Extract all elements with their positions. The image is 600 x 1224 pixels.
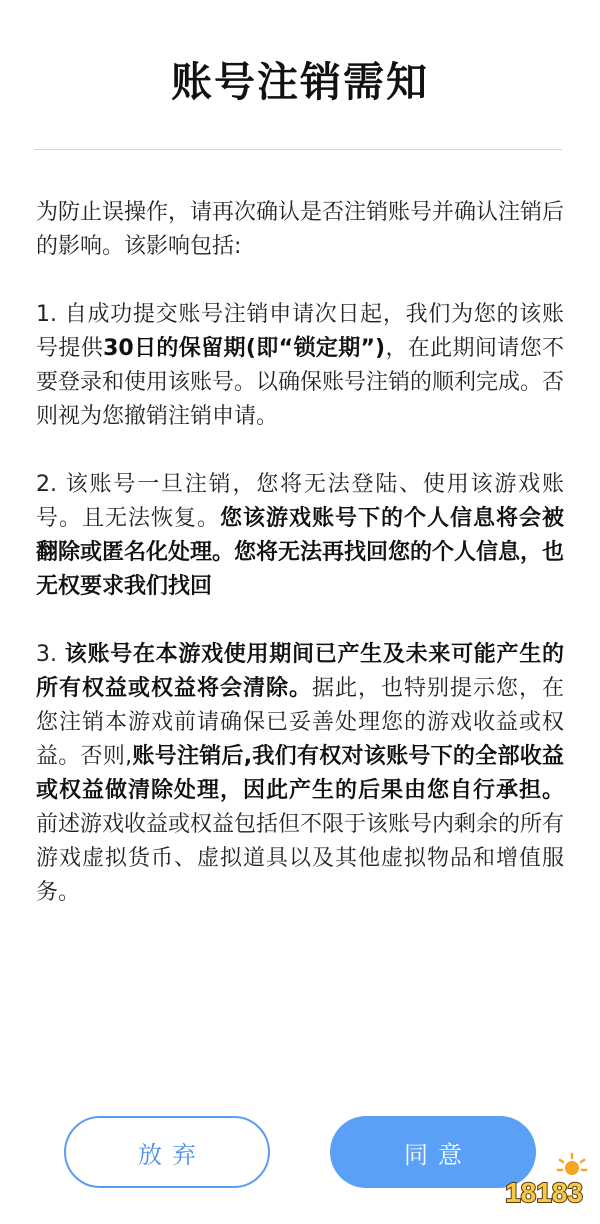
item1-bold-text: 30日的保留期(即“锁定期”) — [103, 336, 386, 361]
item2-bold-text: 您该游戏账号下的个人信息将会被翻除或匿名化处理。您将无法再找回您的个人信息，也无权要求我们找回 — [36, 506, 565, 599]
notice-item-1 — [36, 298, 564, 434]
sun-icon — [558, 1154, 586, 1175]
page-title: 账号注销需知 — [171, 58, 429, 106]
item3-bold-text-2: 账号注销后,我们有权对该账号下的全部收益或权益做清除处理，因此产生的后果由您自行承担。 — [36, 744, 565, 803]
intro-text: 为防止误操作，请再次确认是否注销账号并确认注销后的影响。该影响包括: — [36, 200, 565, 259]
agree-button-label: 同意 — [404, 1140, 472, 1169]
item3-prefix: 3. — [36, 642, 65, 667]
notice-item-3 — [36, 638, 564, 910]
item3-text-middle: 据此，也特别提示您，在您注销本游戏前请确保已妥善处理您的游戏收益或权益。否则, — [36, 676, 564, 769]
watermark-text: 18183 — [505, 1177, 583, 1208]
watermark-logo — [492, 1150, 592, 1216]
cancel-button[interactable] — [64, 1116, 270, 1188]
notice-item-2 — [36, 468, 564, 604]
cancel-button-label: 放弃 — [138, 1140, 206, 1169]
item3-bold-text-1: 该账号在本游戏使用期间已产生及未来可能产生的所有权益或权益将会清除。 — [36, 642, 564, 701]
item3-text-end: 前述游戏收益或权益包括但不限于该账号内剩余的所有游戏虚拟货币、虚拟道具以及其他虚拟物品和增值服务。 — [36, 812, 565, 905]
title-divider — [34, 149, 562, 150]
item1-text-end: ，在此期间请您不要登录和使用该账号。以确保账号注销的顺利完成。否则视为您撤销注销申请。 — [36, 336, 565, 429]
intro-paragraph — [36, 196, 564, 264]
notice-content — [36, 196, 564, 944]
item2-text-start: 2. 该账号一旦注销，您将无法登陆、使用该游戏账号。且无法恢复。 — [36, 472, 564, 531]
item1-text-start: 1. 自成功提交账号注销申请次日起，我们为您的该账号提供 — [36, 302, 564, 361]
